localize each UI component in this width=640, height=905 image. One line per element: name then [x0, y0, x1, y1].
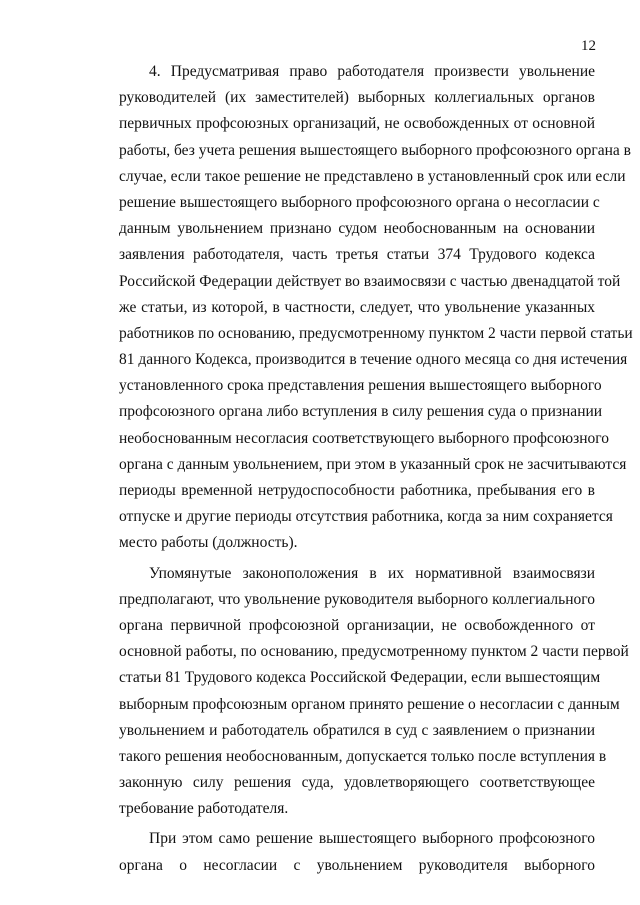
paragraph-2-line: законную силу решения суда, удовлетворяющего соответствующее	[119, 774, 595, 792]
paragraph-1-line: необоснованным несогласия соответствующего выборного профсоюзного	[119, 429, 610, 447]
paragraph-1-line: установленного срока представления решения вышестоящего выборного	[119, 377, 602, 395]
paragraph-3-line: органа о несогласии с увольнением руководителя выборного	[119, 856, 595, 874]
paragraph-2-line: статьи 81 Трудового кодекса Российской Федерации, если вышестоящим	[119, 669, 601, 687]
paragraph-1-line: случае, если такое решение не представлено в установленный срок или если	[119, 167, 626, 185]
paragraph-1-line: 4. Предусматривая право работодателя произвести увольнение	[149, 63, 595, 80]
paragraph-2-line: увольнением и работодатель обратился в суд с заявлением о признании	[119, 721, 595, 739]
paragraph-3-line: При этом само решение вышестоящего выборного профсоюзного	[149, 830, 595, 848]
paragraph-1-line: данным увольнением признано судом необоснованным на основании	[119, 220, 595, 238]
paragraph-2-line: выборным профсоюзным органом принято решение о несогласии с данным	[119, 695, 620, 713]
paragraph-1-line: первичных профсоюзных организаций, не освобожденных от основной	[119, 115, 595, 133]
paragraph-1-line: руководителей (их заместителей) выборных коллегиальных органов	[119, 89, 595, 107]
paragraph-1-line: Российской Федерации действует во взаимосвязи с частью двенадцатой той	[119, 272, 621, 290]
page-number: 12	[581, 38, 596, 54]
paragraph-2-line: основной работы, по основанию, предусмотренному пунктом 2 части первой	[119, 643, 629, 661]
paragraph-1-line: 81 данного Кодекса, производится в течение одного месяца со дня истечения	[119, 351, 628, 369]
paragraph-1-line: работников по основанию, предусмотренному пунктом 2 части первой статьи	[119, 324, 633, 342]
paragraph-1-line: профсоюзного органа либо вступления в силу решения суда о признании	[119, 403, 603, 421]
paragraph-1-line: же статьи, из которой, в частности, следует, что увольнение указанных	[119, 298, 595, 316]
paragraph-1-line: органа с данным увольнением, при этом в указанный срок не засчитываются	[119, 455, 627, 473]
paragraph-2-line: органа первичной профсоюзной организации, не освобожденного от	[119, 616, 595, 634]
document-body	[119, 59, 633, 879]
paragraph-1-line: работы, без учета решения вышестоящего выборного профсоюзного органа в	[119, 141, 631, 159]
paragraph-2-line: такого решения необоснованным, допускается только после вступления в	[119, 747, 607, 765]
paragraph-1-line: заявления работодателя, часть третья статьи 374 Трудового кодекса	[119, 246, 595, 264]
paragraph-2-line: требование работодателя.	[119, 800, 289, 818]
paragraph-1-line: решение вышестоящего выборного профсоюзного органа о несогласии с	[119, 193, 600, 211]
paragraph-1-line: место работы (должность).	[119, 534, 298, 552]
paragraph-1-line: периоды временной нетрудоспособности работника, пребывания его в	[119, 482, 595, 499]
paragraph-2-line: предполагают, что увольнение руководителя выборного коллегиального	[119, 590, 595, 608]
paragraph-1-line: отпуске и другие периоды отсутствия работника, когда за ним сохраняется	[119, 508, 613, 526]
paragraph-2-line: Упомянутые законоположения в их нормативной взаимосвязи	[149, 564, 595, 582]
